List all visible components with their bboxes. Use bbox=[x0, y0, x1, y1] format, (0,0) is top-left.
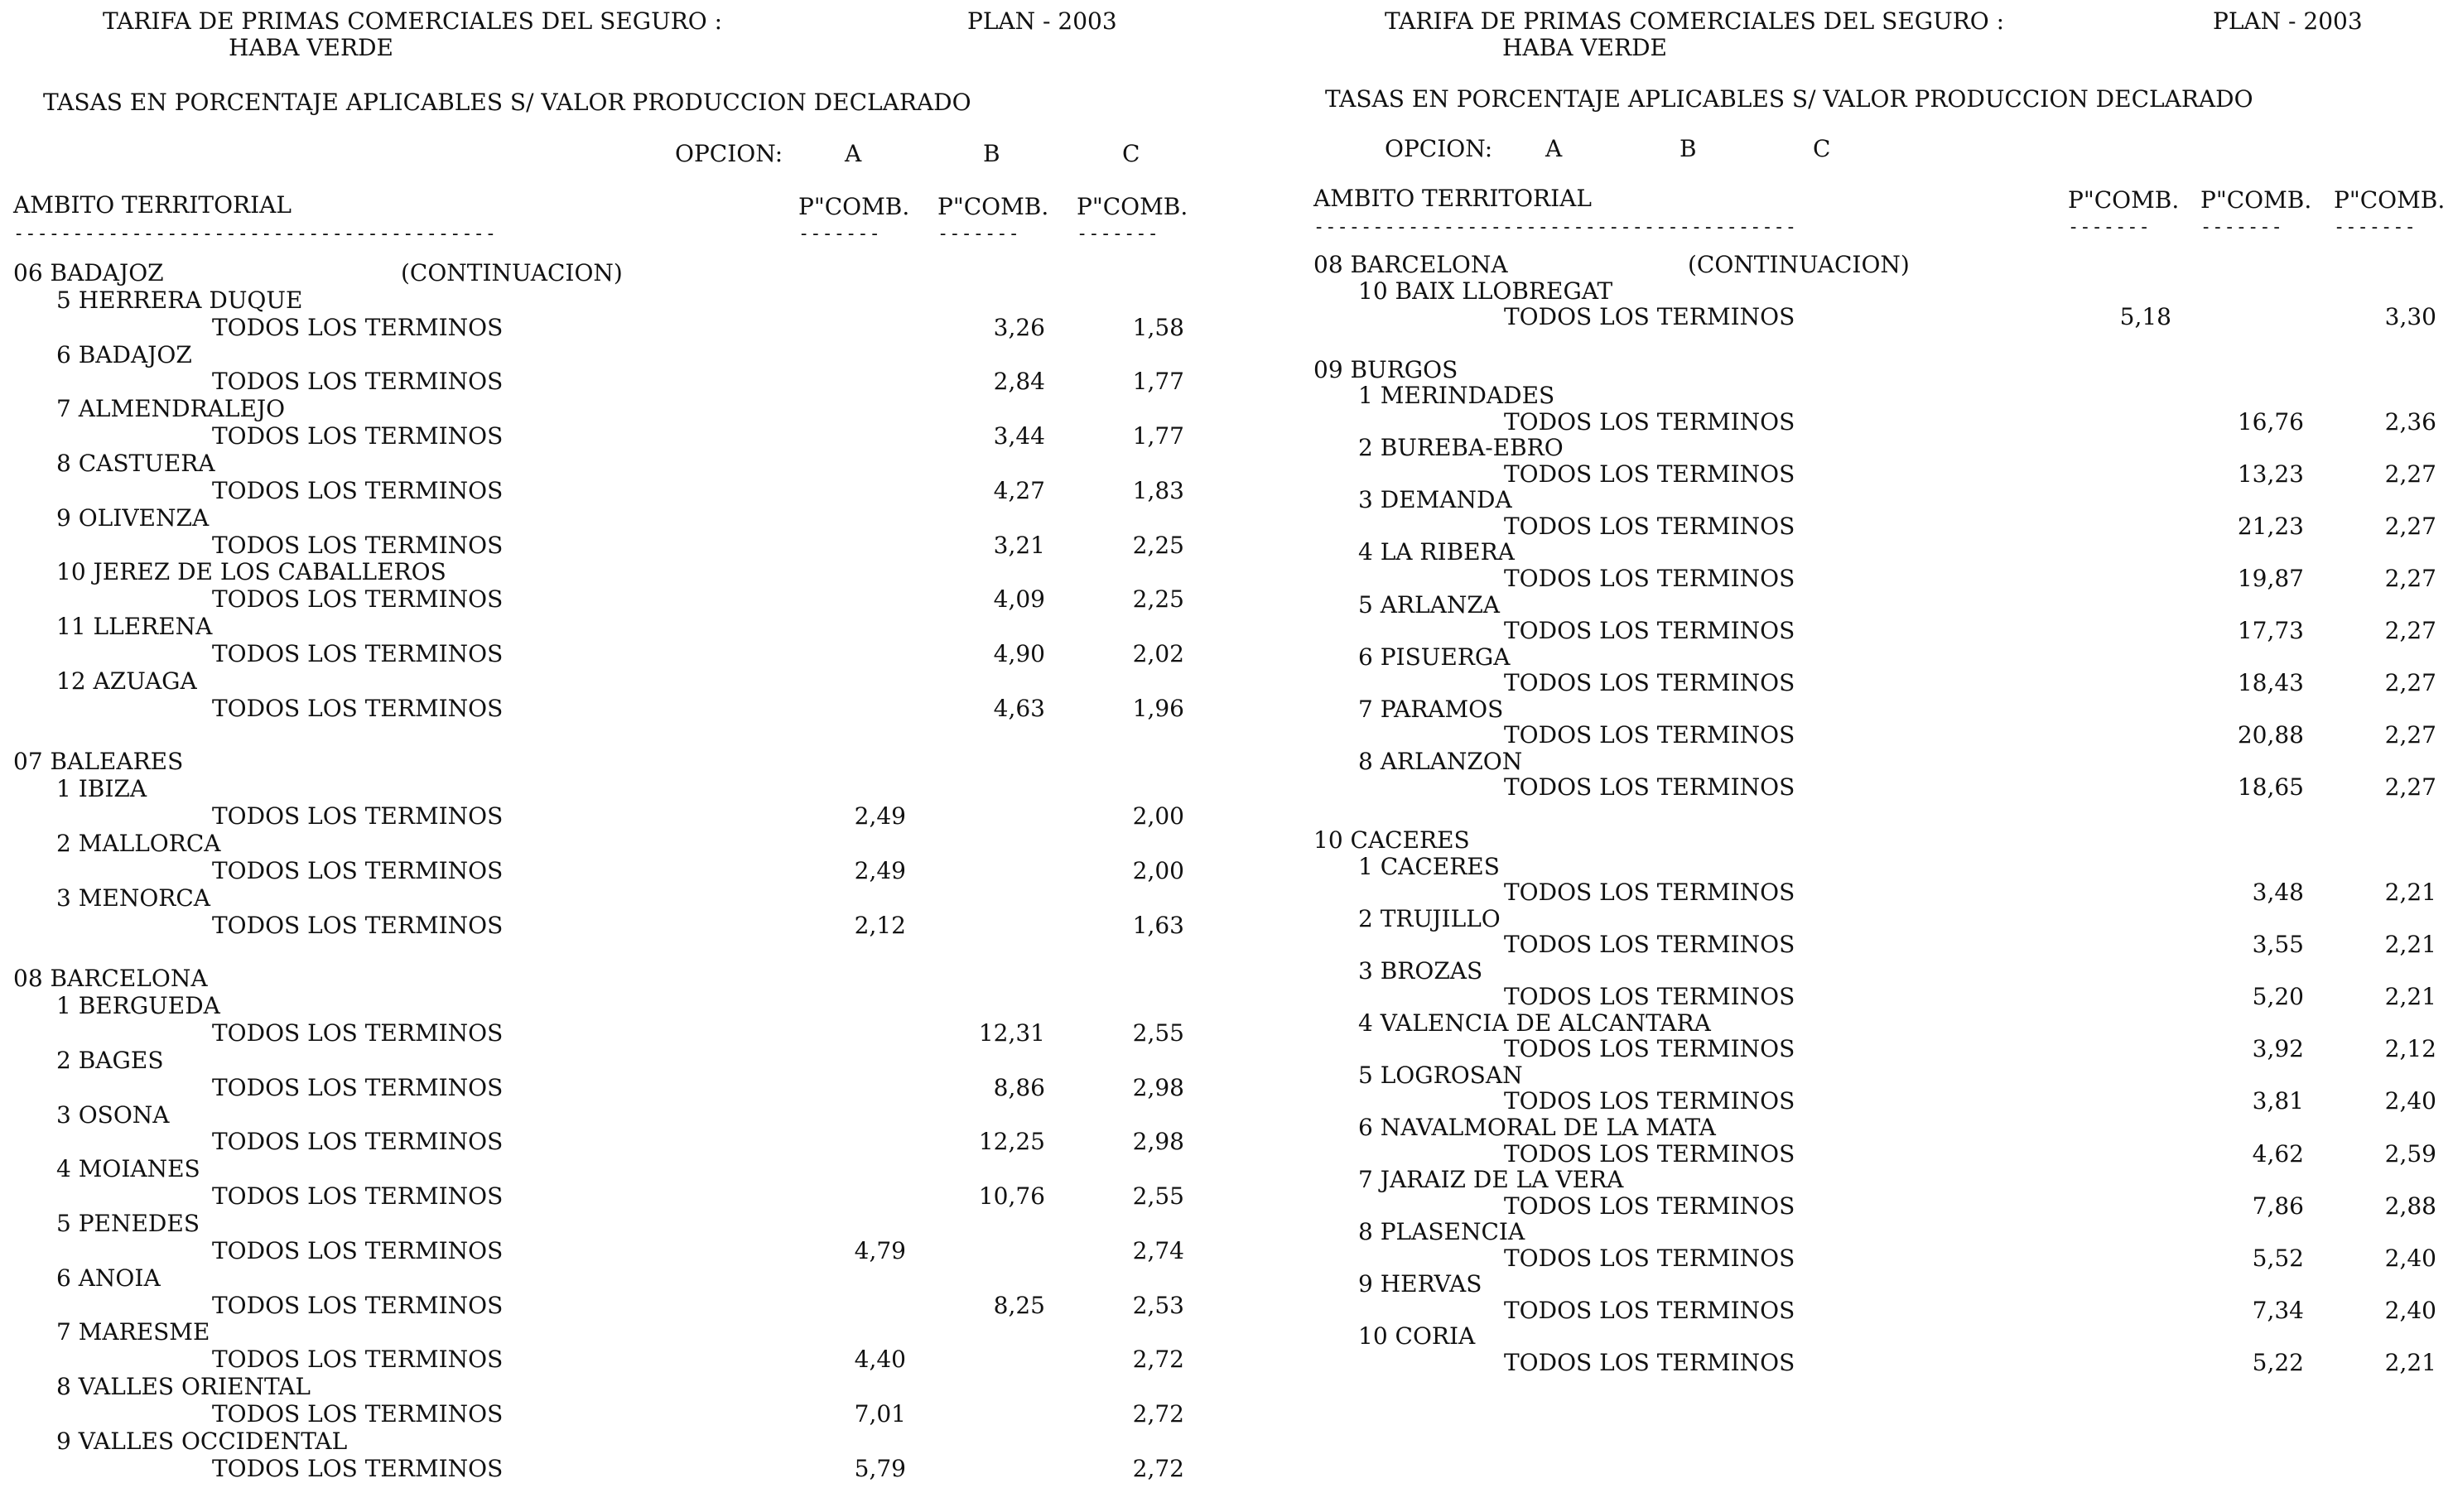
comarca-name: 5 HERRERA DUQUE bbox=[56, 287, 303, 314]
opcion-label: OPCION: bbox=[1385, 135, 1493, 162]
term-label: TODOS LOS TERMINOS bbox=[212, 1346, 504, 1373]
rate-option-a: 5,79 bbox=[854, 1455, 906, 1482]
comarca-name: 3 DEMANDA bbox=[1358, 486, 1512, 513]
rate-option-b: 3,21 bbox=[993, 532, 1045, 559]
term-label: TODOS LOS TERMINOS bbox=[212, 1400, 504, 1428]
rate-option-b: 4,63 bbox=[993, 695, 1045, 722]
col-header-a: P"COMB. bbox=[798, 193, 910, 220]
separator-b: ------- bbox=[937, 225, 1020, 243]
comarca-name: 2 BUREBA-EBRO bbox=[1358, 434, 1564, 461]
rate-option-b: 3,81 bbox=[2252, 1087, 2304, 1115]
rate-option-c: 2,72 bbox=[1132, 1346, 1184, 1373]
plan-year: PLAN - 2003 bbox=[2213, 7, 2363, 35]
comarca-name: 9 HERVAS bbox=[1358, 1270, 1482, 1298]
rate-option-c: 3,30 bbox=[2384, 303, 2436, 330]
term-label: TODOS LOS TERMINOS bbox=[212, 802, 504, 830]
rate-option-a: 7,01 bbox=[854, 1400, 906, 1428]
comarca-name: 8 CASTUERA bbox=[56, 450, 215, 477]
comarca-name: 6 ANOIA bbox=[56, 1264, 161, 1292]
term-label: TODOS LOS TERMINOS bbox=[1504, 1349, 1795, 1376]
rate-option-c: 1,77 bbox=[1132, 368, 1184, 395]
rate-option-c: 1,83 bbox=[1132, 477, 1184, 504]
comarca-name: 4 LA RIBERA bbox=[1358, 538, 1515, 566]
comarca-name: 1 IBIZA bbox=[56, 775, 147, 802]
rate-option-c: 2,40 bbox=[2384, 1297, 2436, 1324]
rate-option-b: 18,65 bbox=[2237, 773, 2304, 801]
province-heading: 07 BALEARES bbox=[13, 748, 184, 775]
separator-c: ------- bbox=[2334, 219, 2417, 237]
rate-option-b: 21,23 bbox=[2237, 513, 2304, 540]
rate-option-b: 19,87 bbox=[2237, 565, 2304, 592]
report-title: TARIFA DE PRIMAS COMERCIALES DEL SEGURO : bbox=[1385, 7, 2005, 35]
ambito-label: AMBITO TERRITORIAL bbox=[13, 191, 292, 219]
term-label: TODOS LOS TERMINOS bbox=[212, 695, 504, 722]
comarca-name: 5 ARLANZA bbox=[1358, 591, 1501, 619]
right-page bbox=[1227, 0, 2453, 1512]
term-label: TODOS LOS TERMINOS bbox=[1504, 513, 1795, 540]
term-label: TODOS LOS TERMINOS bbox=[212, 477, 504, 504]
term-label: TODOS LOS TERMINOS bbox=[1504, 617, 1795, 644]
rate-option-c: 2,36 bbox=[2384, 408, 2436, 436]
rate-option-c: 2,25 bbox=[1132, 585, 1184, 613]
comarca-name: 5 PENEDES bbox=[56, 1210, 200, 1237]
comarca-name: 2 TRUJILLO bbox=[1358, 905, 1501, 932]
rate-option-c: 2,21 bbox=[2384, 983, 2436, 1010]
rate-option-c: 1,58 bbox=[1132, 314, 1184, 341]
rate-option-c: 2,00 bbox=[1132, 857, 1184, 884]
province-heading: 08 BARCELONA bbox=[1313, 251, 1508, 278]
rate-option-b: 13,23 bbox=[2237, 460, 2304, 488]
comarca-name: 10 BAIX LLOBREGAT bbox=[1358, 277, 1613, 305]
rate-option-b: 4,62 bbox=[2252, 1140, 2304, 1168]
rate-option-b: 3,92 bbox=[2252, 1035, 2304, 1062]
rate-option-c: 2,00 bbox=[1132, 802, 1184, 830]
rate-option-b: 17,73 bbox=[2237, 617, 2304, 644]
rate-option-a: 2,49 bbox=[854, 802, 906, 830]
rate-option-b: 5,52 bbox=[2252, 1245, 2304, 1272]
option-a-header: A bbox=[1545, 135, 1563, 162]
comarca-name: 12 AZUAGA bbox=[56, 667, 197, 695]
rate-option-b: 4,27 bbox=[993, 477, 1045, 504]
separator-a: ------- bbox=[798, 225, 881, 243]
rate-option-b: 16,76 bbox=[2237, 408, 2304, 436]
comarca-name: 1 BERGUEDA bbox=[56, 992, 220, 1019]
rate-option-c: 2,27 bbox=[2384, 565, 2436, 592]
rate-option-c: 2,27 bbox=[2384, 513, 2436, 540]
comarca-name: 8 PLASENCIA bbox=[1358, 1218, 1525, 1245]
rate-option-a: 4,40 bbox=[854, 1346, 906, 1373]
term-label: TODOS LOS TERMINOS bbox=[1504, 931, 1795, 958]
comarca-name: 3 BROZAS bbox=[1358, 957, 1483, 985]
continuation-note: (CONTINUACION) bbox=[401, 259, 623, 287]
rate-option-b: 12,25 bbox=[978, 1128, 1045, 1155]
rate-option-c: 2,72 bbox=[1132, 1400, 1184, 1428]
rate-option-b: 8,86 bbox=[993, 1074, 1045, 1101]
rate-option-c: 2,98 bbox=[1132, 1074, 1184, 1101]
subtitle: TASAS EN PORCENTAJE APLICABLES S/ VALOR PRODUCCION DECLARADO bbox=[1325, 85, 2253, 113]
rate-option-c: 2,55 bbox=[1132, 1019, 1184, 1047]
rate-option-b: 12,31 bbox=[978, 1019, 1045, 1047]
rate-option-b: 18,43 bbox=[2237, 669, 2304, 696]
term-label: TODOS LOS TERMINOS bbox=[212, 532, 504, 559]
rate-option-b: 3,48 bbox=[2252, 879, 2304, 906]
rate-option-a: 2,49 bbox=[854, 857, 906, 884]
rate-option-c: 2,59 bbox=[2384, 1140, 2436, 1168]
comarca-name: 1 MERINDADES bbox=[1358, 382, 1555, 409]
term-label: TODOS LOS TERMINOS bbox=[212, 422, 504, 450]
subtitle: TASAS EN PORCENTAJE APLICABLES S/ VALOR PRODUCCION DECLARADO bbox=[43, 89, 971, 116]
rate-option-c: 2,88 bbox=[2384, 1192, 2436, 1220]
option-c-header: C bbox=[1813, 135, 1831, 162]
comarca-name: 4 VALENCIA DE ALCANTARA bbox=[1358, 1009, 1711, 1037]
option-b-header: B bbox=[983, 140, 1000, 167]
term-label: TODOS LOS TERMINOS bbox=[1504, 565, 1795, 592]
rate-option-b: 2,84 bbox=[993, 368, 1045, 395]
separator-a: ------- bbox=[2068, 219, 2151, 237]
rate-option-c: 2,40 bbox=[2384, 1087, 2436, 1115]
rate-option-c: 2,27 bbox=[2384, 721, 2436, 749]
rate-option-c: 2,21 bbox=[2384, 1349, 2436, 1376]
comarca-name: 11 LLERENA bbox=[56, 613, 213, 640]
rate-option-c: 2,12 bbox=[2384, 1035, 2436, 1062]
term-label: TODOS LOS TERMINOS bbox=[1504, 303, 1795, 330]
rate-option-b: 10,76 bbox=[978, 1182, 1045, 1210]
rate-option-c: 1,63 bbox=[1132, 912, 1184, 939]
option-c-header: C bbox=[1122, 140, 1140, 167]
rate-option-c: 2,27 bbox=[2384, 460, 2436, 488]
comarca-name: 6 PISUERGA bbox=[1358, 643, 1511, 671]
rate-option-b: 3,26 bbox=[993, 314, 1045, 341]
continuation-note: (CONTINUACION) bbox=[1688, 251, 1910, 278]
comarca-name: 4 MOIANES bbox=[56, 1155, 200, 1182]
comarca-name: 9 VALLES OCCIDENTAL bbox=[56, 1428, 348, 1455]
rate-option-a: 2,12 bbox=[854, 912, 906, 939]
province-heading: 10 CACERES bbox=[1313, 826, 1470, 854]
rate-option-c: 2,72 bbox=[1132, 1455, 1184, 1482]
col-header-b: P"COMB. bbox=[937, 193, 1049, 220]
term-label: TODOS LOS TERMINOS bbox=[1504, 1087, 1795, 1115]
rate-option-c: 2,40 bbox=[2384, 1245, 2436, 1272]
term-label: TODOS LOS TERMINOS bbox=[1504, 1297, 1795, 1324]
term-label: TODOS LOS TERMINOS bbox=[212, 1237, 504, 1264]
comarca-name: 7 ALMENDRALEJO bbox=[56, 395, 286, 422]
comarca-name: 1 CACERES bbox=[1358, 853, 1500, 880]
comarca-name: 8 ARLANZON bbox=[1358, 748, 1523, 775]
rate-option-b: 8,25 bbox=[993, 1292, 1045, 1319]
rate-option-b: 3,55 bbox=[2252, 931, 2304, 958]
option-a-header: A bbox=[845, 140, 862, 167]
term-label: TODOS LOS TERMINOS bbox=[212, 912, 504, 939]
comarca-name: 10 CORIA bbox=[1358, 1322, 1476, 1350]
opcion-label: OPCION: bbox=[675, 140, 783, 167]
term-label: TODOS LOS TERMINOS bbox=[1504, 879, 1795, 906]
term-label: TODOS LOS TERMINOS bbox=[212, 585, 504, 613]
separator-ambito: ----------------------------------------- bbox=[1313, 219, 1798, 237]
crop-name: HABA VERDE bbox=[229, 34, 393, 61]
term-label: TODOS LOS TERMINOS bbox=[212, 1455, 504, 1482]
left-page bbox=[0, 0, 1226, 1512]
rate-option-b: 4,90 bbox=[993, 640, 1045, 667]
term-label: TODOS LOS TERMINOS bbox=[1504, 773, 1795, 801]
rate-option-c: 1,96 bbox=[1132, 695, 1184, 722]
comarca-name: 7 MARESME bbox=[56, 1318, 210, 1346]
rate-option-b: 20,88 bbox=[2237, 721, 2304, 749]
province-heading: 09 BURGOS bbox=[1313, 356, 1458, 383]
separator-ambito: ----------------------------------------- bbox=[13, 225, 498, 243]
comarca-name: 2 BAGES bbox=[56, 1047, 164, 1074]
term-label: TODOS LOS TERMINOS bbox=[212, 1182, 504, 1210]
comarca-name: 3 OSONA bbox=[56, 1101, 170, 1129]
comarca-name: 5 LOGROSAN bbox=[1358, 1062, 1523, 1089]
term-label: TODOS LOS TERMINOS bbox=[212, 368, 504, 395]
term-label: TODOS LOS TERMINOS bbox=[1504, 1192, 1795, 1220]
term-label: TODOS LOS TERMINOS bbox=[212, 857, 504, 884]
plan-year: PLAN - 2003 bbox=[967, 7, 1117, 35]
rate-option-b: 7,34 bbox=[2252, 1297, 2304, 1324]
ambito-label: AMBITO TERRITORIAL bbox=[1313, 185, 1592, 212]
rate-option-b: 5,20 bbox=[2252, 983, 2304, 1010]
rate-option-b: 4,09 bbox=[993, 585, 1045, 613]
rate-option-c: 2,02 bbox=[1132, 640, 1184, 667]
rate-option-c: 2,74 bbox=[1132, 1237, 1184, 1264]
term-label: TODOS LOS TERMINOS bbox=[212, 1128, 504, 1155]
comarca-name: 9 OLIVENZA bbox=[56, 504, 210, 532]
comarca-name: 3 MENORCA bbox=[56, 884, 211, 912]
rate-option-c: 1,77 bbox=[1132, 422, 1184, 450]
col-header-c: P"COMB. bbox=[2334, 186, 2446, 214]
rate-option-a: 5,18 bbox=[2119, 303, 2171, 330]
rate-option-c: 2,98 bbox=[1132, 1128, 1184, 1155]
term-label: TODOS LOS TERMINOS bbox=[212, 640, 504, 667]
separator-b: ------- bbox=[2200, 219, 2283, 237]
term-label: TODOS LOS TERMINOS bbox=[212, 1292, 504, 1319]
rate-option-c: 2,25 bbox=[1132, 532, 1184, 559]
term-label: TODOS LOS TERMINOS bbox=[1504, 460, 1795, 488]
rate-option-b: 3,44 bbox=[993, 422, 1045, 450]
term-label: TODOS LOS TERMINOS bbox=[1504, 1140, 1795, 1168]
term-label: TODOS LOS TERMINOS bbox=[1504, 983, 1795, 1010]
rate-option-c: 2,55 bbox=[1132, 1182, 1184, 1210]
comarca-name: 7 PARAMOS bbox=[1358, 696, 1504, 723]
rate-option-b: 7,86 bbox=[2252, 1192, 2304, 1220]
term-label: TODOS LOS TERMINOS bbox=[1504, 408, 1795, 436]
term-label: TODOS LOS TERMINOS bbox=[212, 1074, 504, 1101]
col-header-b: P"COMB. bbox=[2200, 186, 2312, 214]
term-label: TODOS LOS TERMINOS bbox=[1504, 669, 1795, 696]
term-label: TODOS LOS TERMINOS bbox=[1504, 1245, 1795, 1272]
comarca-name: 2 MALLORCA bbox=[56, 830, 221, 857]
rate-option-c: 2,53 bbox=[1132, 1292, 1184, 1319]
term-label: TODOS LOS TERMINOS bbox=[1504, 1035, 1795, 1062]
rate-option-c: 2,27 bbox=[2384, 773, 2436, 801]
comarca-name: 10 JEREZ DE LOS CABALLEROS bbox=[56, 558, 446, 585]
rate-option-c: 2,27 bbox=[2384, 617, 2436, 644]
province-heading: 06 BADAJOZ bbox=[13, 259, 164, 287]
option-b-header: B bbox=[1680, 135, 1697, 162]
col-header-a: P"COMB. bbox=[2068, 186, 2180, 214]
rate-option-b: 5,22 bbox=[2252, 1349, 2304, 1376]
crop-name: HABA VERDE bbox=[1502, 34, 1667, 61]
report-title: TARIFA DE PRIMAS COMERCIALES DEL SEGURO : bbox=[103, 7, 723, 35]
separator-c: ------- bbox=[1077, 225, 1159, 243]
term-label: TODOS LOS TERMINOS bbox=[212, 1019, 504, 1047]
comarca-name: 6 BADAJOZ bbox=[56, 341, 192, 368]
comarca-name: 7 JARAIZ DE LA VERA bbox=[1358, 1166, 1624, 1193]
province-heading: 08 BARCELONA bbox=[13, 965, 208, 992]
term-label: TODOS LOS TERMINOS bbox=[212, 314, 504, 341]
comarca-name: 6 NAVALMORAL DE LA MATA bbox=[1358, 1114, 1716, 1141]
col-header-c: P"COMB. bbox=[1077, 193, 1188, 220]
term-label: TODOS LOS TERMINOS bbox=[1504, 721, 1795, 749]
rate-option-c: 2,27 bbox=[2384, 669, 2436, 696]
comarca-name: 8 VALLES ORIENTAL bbox=[56, 1373, 311, 1400]
rate-option-a: 4,79 bbox=[854, 1237, 906, 1264]
rate-option-c: 2,21 bbox=[2384, 931, 2436, 958]
rate-option-c: 2,21 bbox=[2384, 879, 2436, 906]
